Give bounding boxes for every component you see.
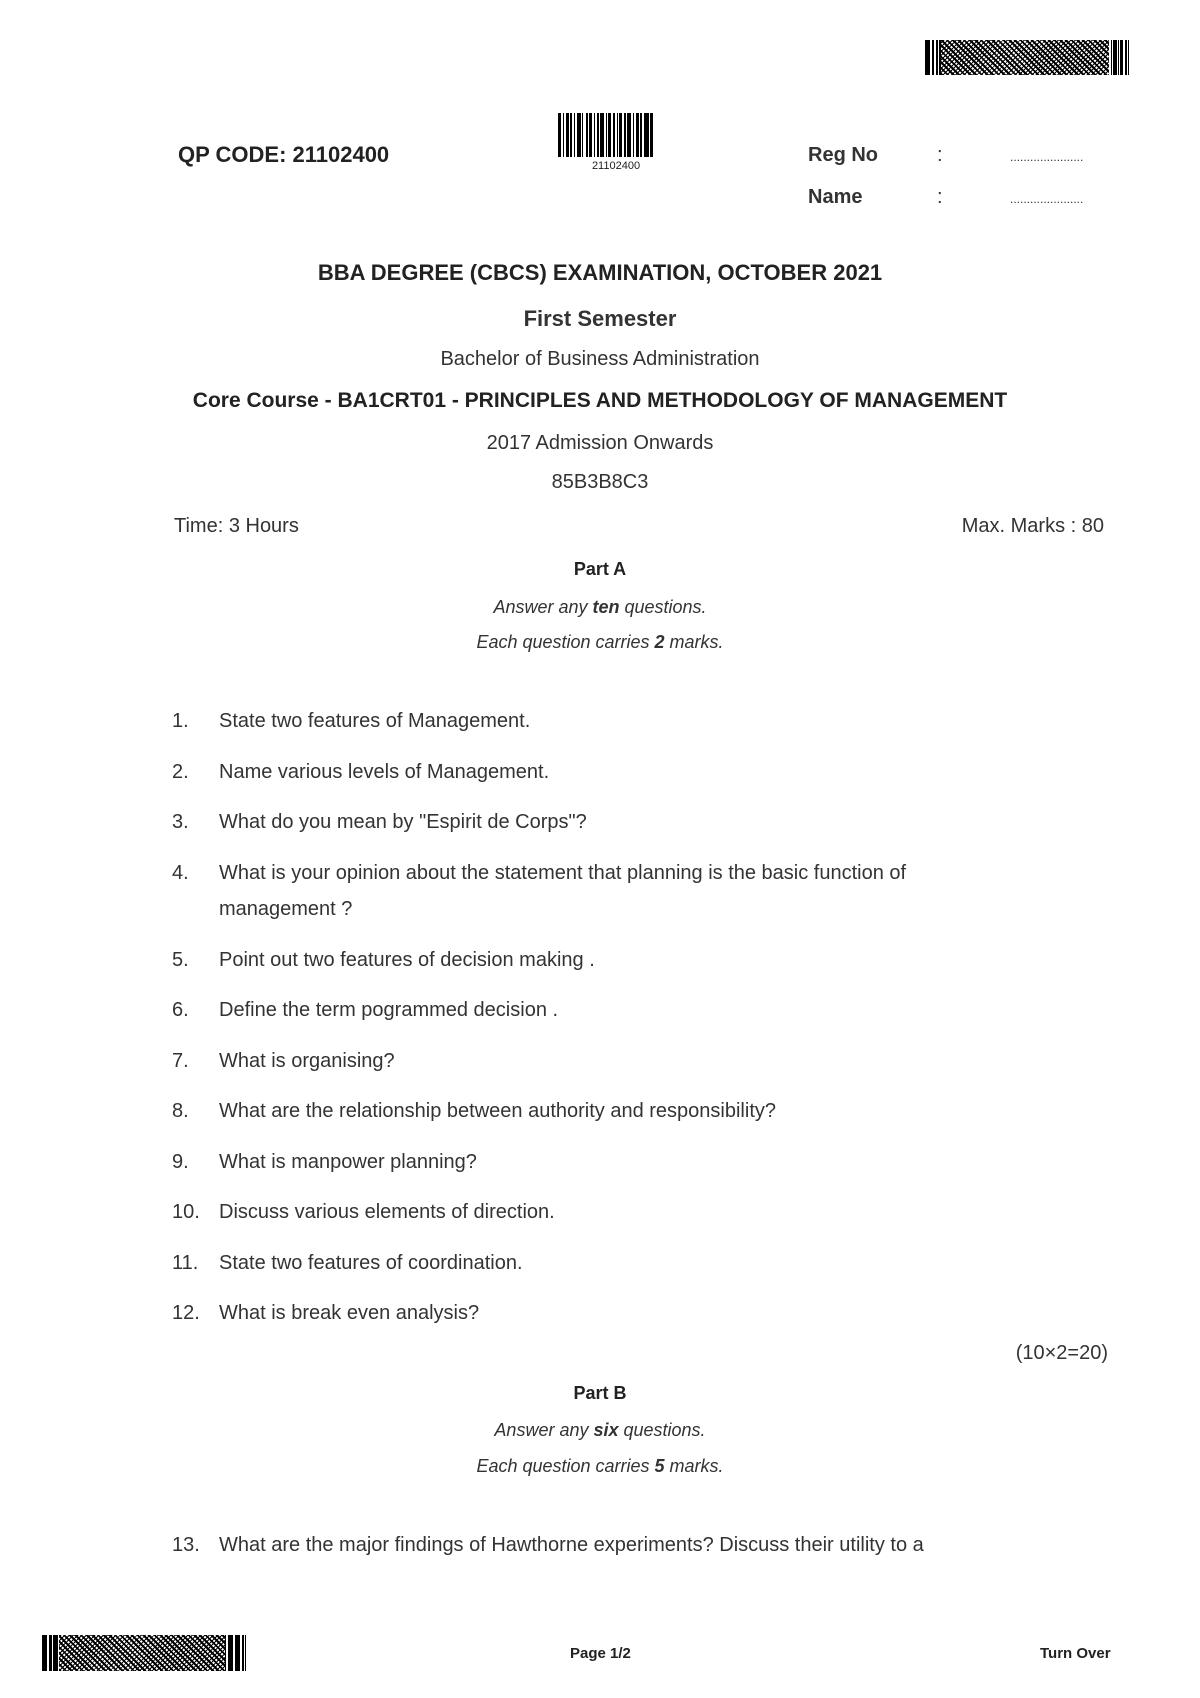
reg-no-field[interactable]: ...................... <box>1010 150 1084 164</box>
instruction-text: Each question carries <box>476 632 655 652</box>
question-number: 4. <box>172 862 189 884</box>
question-text: What is break even analysis? <box>219 1302 480 1324</box>
question-text: What is organising? <box>219 1050 395 1072</box>
question-number: 5. <box>172 949 189 971</box>
question-text: Name various levels of Management. <box>219 761 550 783</box>
question-text: What are the relationship between authority and responsibility? <box>219 1100 776 1122</box>
question-text: Point out two features of decision making . <box>219 949 595 971</box>
question-number: 9. <box>172 1151 189 1173</box>
part-a-title: Part A <box>573 559 627 579</box>
course-title: Core Course - BA1CRT01 - PRINCIPLES AND METHODOLOGY OF MANAGEMENT <box>192 389 1008 412</box>
turn-over-note: Turn Over <box>1040 1645 1111 1662</box>
instruction-text: marks. <box>664 632 724 652</box>
instruction-emphasis: ten <box>592 597 620 617</box>
question-number: 6. <box>172 999 189 1021</box>
programme: Bachelor of Business Administration <box>440 348 760 370</box>
reg-no-label: Reg No <box>808 144 878 166</box>
max-marks: Max. Marks : 80 <box>961 515 1104 537</box>
question-text: Discuss various elements of direction. <box>219 1201 555 1223</box>
question-number: 12. <box>172 1302 200 1324</box>
question-text: What is your opinion about the statement that planning is the basic function of management ? <box>219 862 907 920</box>
question-text: State two features of coordination. <box>219 1252 523 1274</box>
question-text: Define the term pogrammed decision . <box>219 999 559 1021</box>
exam-title: BBA DEGREE (CBCS) EXAMINATION, OCTOBER 2021 <box>317 260 883 285</box>
qp-barcode <box>558 113 674 157</box>
question-text: What are the major findings of Hawthorne experiments? Discuss their utility to a <box>219 1534 924 1556</box>
qp-code: QP CODE: 21102400 <box>178 142 390 167</box>
question-number: 10. <box>172 1201 200 1223</box>
question-number: 11. <box>172 1252 199 1274</box>
top-2d-barcode <box>925 40 1129 75</box>
question-number: 1. <box>172 710 189 732</box>
instruction-emphasis: six <box>593 1420 619 1440</box>
reg-no-colon: : <box>937 144 943 166</box>
bottom-2d-barcode <box>42 1635 246 1671</box>
part-a-instruction-1 <box>0 597 1200 618</box>
question-text: What do you mean by "Espirit de Corps"? <box>219 811 587 833</box>
instruction-emphasis: 5 <box>654 1456 665 1476</box>
instruction-emphasis: 2 <box>654 632 665 652</box>
part-b-instruction-2 <box>0 1456 1200 1477</box>
question-number: 13. <box>172 1534 200 1556</box>
name-field[interactable]: ...................... <box>1010 192 1084 206</box>
question-text: State two features of Management. <box>219 710 531 732</box>
question-text: What is manpower planning? <box>219 1151 477 1173</box>
name-label: Name <box>808 186 863 208</box>
instruction-text: Answer any <box>493 597 593 617</box>
instruction-text: Answer any <box>494 1420 594 1440</box>
instruction-text: questions. <box>619 597 707 617</box>
question-number: 7. <box>172 1050 189 1072</box>
semester: First Semester <box>523 306 677 331</box>
question-number: 3. <box>172 811 189 833</box>
question-number: 2. <box>172 761 189 783</box>
part-a-marks-summary: (10×2=20) <box>1015 1342 1108 1364</box>
admission: 2017 Admission Onwards <box>486 432 714 454</box>
instruction-text: marks. <box>664 1456 724 1476</box>
paper-code: 85B3B8C3 <box>551 471 649 493</box>
instruction-text: questions. <box>618 1420 706 1440</box>
part-b-title: Part B <box>573 1383 627 1403</box>
part-b-instruction-1 <box>0 1420 1200 1441</box>
time-allowed: Time: 3 Hours <box>174 515 299 537</box>
qp-barcode-number: 21102400 <box>591 160 641 172</box>
question-number: 8. <box>172 1100 189 1122</box>
part-a-instruction-2 <box>0 632 1200 653</box>
name-colon: : <box>937 186 943 208</box>
page-number: Page 1/2 <box>570 1645 631 1662</box>
instruction-text: Each question carries <box>476 1456 655 1476</box>
